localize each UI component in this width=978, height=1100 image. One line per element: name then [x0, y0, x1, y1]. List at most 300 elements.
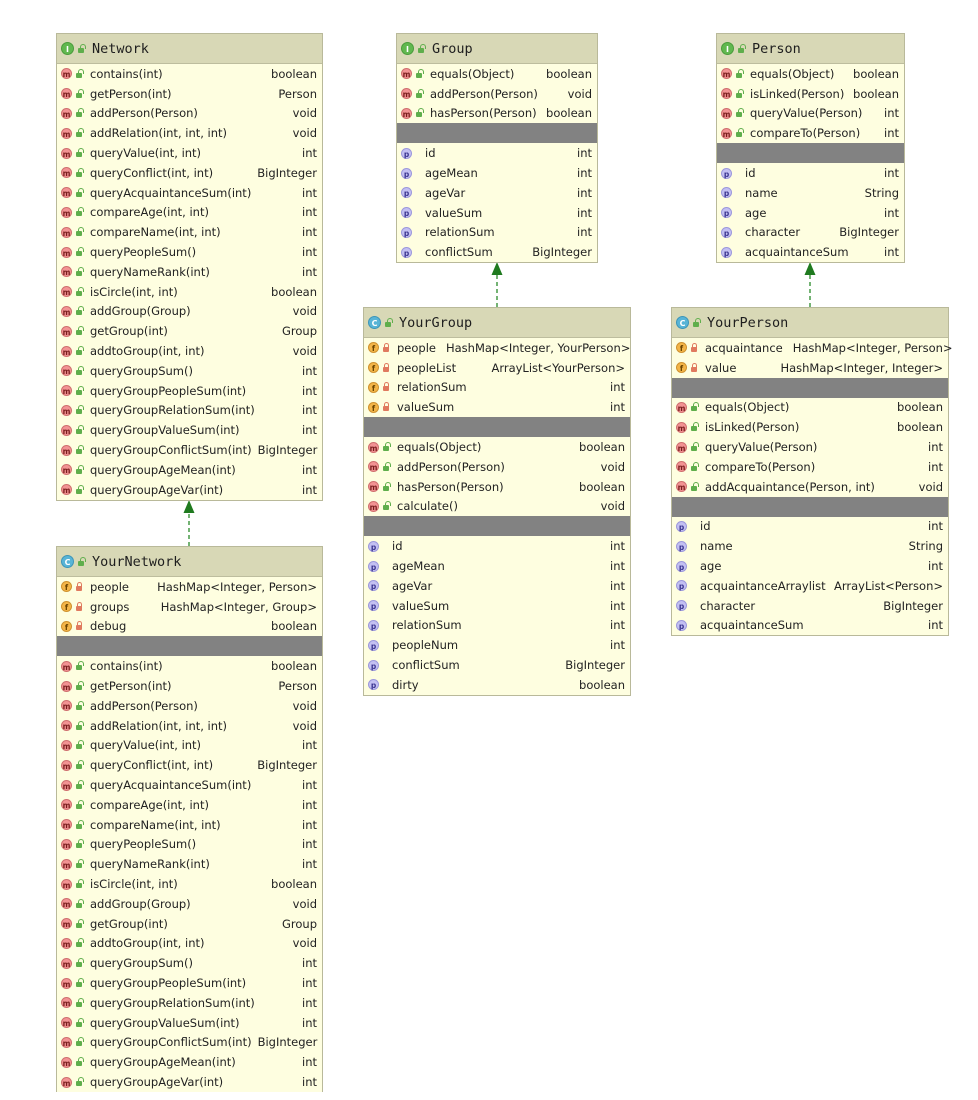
method-icon: m: [402, 109, 411, 119]
yourperson-properties: [672, 517, 948, 636]
method-name: addPerson(Person): [90, 106, 198, 121]
method-icon: m: [62, 840, 71, 850]
method-row[interactable]: [57, 203, 322, 223]
property-type: int: [884, 245, 899, 260]
person-interface-box[interactable]: [716, 33, 905, 263]
property-name: id: [425, 146, 436, 161]
public-icon: [75, 267, 84, 277]
field-icon: f: [676, 362, 687, 373]
method-icon: m: [722, 70, 731, 80]
property-row[interactable]: [364, 635, 630, 655]
yourgroup-header[interactable]: [364, 308, 630, 338]
method-row[interactable]: [364, 497, 630, 517]
method-row[interactable]: [672, 398, 948, 418]
field-row[interactable]: [364, 338, 630, 358]
method-row[interactable]: [57, 973, 322, 993]
property-icon: p: [676, 600, 687, 611]
method-type: void: [292, 936, 317, 951]
property-row[interactable]: [397, 143, 597, 163]
method-row[interactable]: [717, 64, 904, 84]
method-row[interactable]: [57, 123, 322, 143]
method-type: void: [292, 304, 317, 319]
method-name: queryConflict(int, int): [90, 758, 214, 773]
method-type: void: [292, 106, 317, 121]
property-row[interactable]: [364, 655, 630, 675]
property-row[interactable]: [672, 576, 948, 596]
method-row[interactable]: [57, 401, 322, 421]
public-icon: [75, 919, 84, 929]
public-icon: [75, 721, 84, 731]
property-row[interactable]: [672, 517, 948, 537]
method-type: void: [600, 459, 625, 474]
method-type: BigInteger: [257, 443, 318, 458]
property-row[interactable]: [397, 223, 597, 243]
public-icon: [382, 482, 391, 492]
method-row[interactable]: [364, 457, 630, 477]
field-name: acquaintance: [705, 340, 783, 355]
field-row[interactable]: [57, 597, 322, 617]
method-icon: m: [62, 702, 71, 712]
method-icon: m: [62, 129, 71, 139]
method-icon: m: [62, 268, 71, 278]
method-icon: m: [62, 307, 71, 317]
person-header[interactable]: [717, 34, 904, 64]
property-row[interactable]: [672, 616, 948, 636]
method-type: int: [302, 245, 317, 260]
field-type: HashMap<Integer, Person>: [157, 579, 317, 594]
public-icon: [75, 780, 84, 790]
method-name: queryGroupRelationSum(int): [90, 403, 255, 418]
field-icon: f: [676, 342, 687, 353]
method-icon: m: [62, 367, 71, 377]
field-type: HashMap<Integer, Person>: [792, 340, 953, 355]
property-name: peopleNum: [392, 638, 459, 653]
method-type: Group: [281, 324, 317, 339]
method-type: void: [292, 126, 317, 141]
property-name: name: [700, 539, 733, 554]
property-row[interactable]: [364, 556, 630, 576]
property-type: int: [577, 185, 592, 200]
private-lock-icon: [382, 343, 391, 353]
property-name: relationSum: [425, 225, 495, 240]
visibility-spacer: [382, 561, 386, 571]
property-name: conflictSum: [392, 658, 460, 673]
method-type: boolean: [271, 877, 317, 892]
property-name: acquaintanceSum: [745, 245, 849, 260]
class-title: YourPerson: [707, 314, 789, 331]
public-icon: [75, 1057, 84, 1067]
field-name: relationSum: [397, 380, 467, 395]
property-icon: p: [368, 561, 379, 572]
interface-icon: I: [61, 42, 74, 55]
group-properties: [397, 143, 597, 262]
property-row[interactable]: [364, 675, 630, 695]
method-name: addPerson(Person): [430, 86, 538, 101]
visibility-spacer: [735, 247, 739, 257]
public-icon: [75, 998, 84, 1008]
method-row[interactable]: [57, 736, 322, 756]
method-name: queryConflict(int, int): [90, 165, 214, 180]
yourperson-class-box[interactable]: [671, 307, 953, 636]
public-icon: [690, 422, 699, 432]
method-icon: m: [62, 70, 71, 80]
property-name: character: [700, 598, 756, 613]
property-row[interactable]: [672, 536, 948, 556]
method-icon: m: [62, 920, 71, 930]
property-name: acquaintanceSum: [700, 618, 804, 633]
public-icon: [75, 661, 84, 671]
network-header[interactable]: [57, 34, 322, 64]
method-name: compareTo(Person): [750, 126, 861, 141]
visibility-spacer: [382, 660, 386, 670]
property-type: int: [610, 559, 625, 574]
method-row[interactable]: [57, 321, 322, 341]
method-type: boolean: [579, 479, 625, 494]
method-row[interactable]: [57, 480, 322, 500]
property-row[interactable]: [717, 163, 904, 183]
arrow-yournetwork-network: [184, 500, 195, 546]
method-icon: m: [62, 1078, 71, 1088]
method-type: Person: [278, 679, 317, 694]
property-row[interactable]: [672, 596, 948, 616]
public-icon: [75, 859, 84, 869]
property-type: BigInteger: [883, 598, 943, 613]
visibility-spacer: [415, 148, 419, 158]
property-icon: p: [721, 187, 732, 198]
method-row[interactable]: [57, 835, 322, 855]
method-row[interactable]: [57, 361, 322, 381]
method-row[interactable]: [57, 953, 322, 973]
method-type: int: [302, 1015, 317, 1030]
method-icon: m: [62, 149, 71, 159]
property-name: ageMean: [392, 559, 445, 574]
method-row[interactable]: [672, 477, 948, 497]
property-row[interactable]: [397, 242, 597, 262]
method-row[interactable]: [57, 302, 322, 322]
method-row[interactable]: [57, 656, 322, 676]
method-icon: m: [62, 979, 71, 989]
method-icon: m: [62, 109, 71, 119]
method-row[interactable]: [57, 460, 322, 480]
field-name: people: [397, 340, 436, 355]
private-lock-icon: [382, 363, 391, 373]
property-icon: p: [676, 620, 687, 631]
method-icon: m: [62, 1019, 71, 1029]
property-row[interactable]: [717, 242, 904, 262]
method-type: int: [302, 225, 317, 240]
method-row[interactable]: [57, 1013, 322, 1033]
method-type: int: [302, 205, 317, 220]
public-icon: [77, 557, 86, 567]
method-row[interactable]: [57, 1072, 322, 1092]
field-name: groups: [90, 599, 130, 614]
property-name: valueSum: [392, 598, 450, 613]
method-type: int: [302, 185, 317, 200]
property-row[interactable]: [364, 616, 630, 636]
field-row[interactable]: [364, 358, 630, 378]
method-name: isLinked(Person): [705, 420, 800, 435]
field-name: people: [90, 579, 129, 594]
method-row[interactable]: [57, 676, 322, 696]
property-type: int: [610, 578, 625, 593]
method-name: isLinked(Person): [750, 86, 845, 101]
method-type: boolean: [546, 106, 592, 121]
property-row[interactable]: [717, 203, 904, 223]
method-name: queryNameRank(int): [90, 264, 210, 279]
property-row[interactable]: [364, 596, 630, 616]
section-separator: [364, 516, 630, 536]
property-icon: p: [401, 207, 412, 218]
method-name: queryNameRank(int): [90, 857, 210, 872]
field-type: int: [610, 380, 625, 395]
method-row[interactable]: [57, 183, 322, 203]
method-row[interactable]: [717, 84, 904, 104]
yournetwork-methods: [57, 656, 322, 1092]
public-icon: [75, 701, 84, 711]
method-row[interactable]: [717, 104, 904, 124]
property-row[interactable]: [364, 576, 630, 596]
property-row[interactable]: [397, 183, 597, 203]
method-row[interactable]: [397, 64, 597, 84]
public-icon: [75, 207, 84, 217]
class-title: Network: [92, 40, 149, 57]
method-name: compareTo(Person): [705, 459, 816, 474]
class-icon: C: [368, 316, 381, 329]
method-row[interactable]: [57, 775, 322, 795]
property-type: int: [610, 539, 625, 554]
yournetwork-class-box[interactable]: [56, 546, 323, 1092]
field-row[interactable]: [364, 397, 630, 417]
field-row[interactable]: [57, 617, 322, 637]
method-row[interactable]: [364, 477, 630, 497]
method-row[interactable]: [364, 437, 630, 457]
method-row[interactable]: [717, 123, 904, 143]
method-row[interactable]: [57, 84, 322, 104]
method-type: int: [884, 126, 899, 141]
method-type: int: [302, 857, 317, 872]
method-row[interactable]: [672, 457, 948, 477]
method-icon: m: [62, 781, 71, 791]
method-row[interactable]: [57, 381, 322, 401]
arrow-yourgroup-group: [492, 262, 503, 307]
method-row[interactable]: [57, 993, 322, 1013]
method-name: hasPerson(Person): [397, 479, 504, 494]
public-icon: [692, 318, 701, 328]
property-icon: p: [368, 660, 379, 671]
method-row[interactable]: [57, 222, 322, 242]
public-icon: [75, 168, 84, 178]
visibility-spacer: [415, 208, 419, 218]
method-type: BigInteger: [257, 758, 317, 773]
yourgroup-class-box[interactable]: [363, 307, 631, 696]
public-icon: [75, 899, 84, 909]
yournetwork-header[interactable]: [57, 547, 322, 577]
visibility-spacer: [735, 227, 739, 237]
method-type: int: [302, 264, 317, 279]
method-row[interactable]: [57, 163, 322, 183]
visibility-spacer: [415, 227, 419, 237]
method-row[interactable]: [397, 104, 597, 124]
public-icon: [415, 89, 424, 99]
method-name: contains(int): [90, 659, 163, 674]
field-name: valueSum: [397, 400, 455, 415]
method-icon: m: [62, 189, 71, 199]
method-type: int: [302, 363, 317, 378]
method-icon: m: [677, 443, 686, 453]
visibility-spacer: [735, 188, 739, 198]
method-icon: m: [677, 463, 686, 473]
field-icon: f: [368, 382, 379, 393]
method-name: equals(Object): [397, 440, 482, 455]
field-icon: f: [61, 601, 72, 612]
method-row[interactable]: [57, 934, 322, 954]
method-type: int: [884, 106, 899, 121]
method-name: queryGroupRelationSum(int): [90, 995, 255, 1010]
method-type: int: [302, 738, 317, 753]
network-interface-box[interactable]: [56, 33, 323, 501]
method-type: Person: [278, 86, 317, 101]
method-row[interactable]: [57, 894, 322, 914]
method-type: int: [302, 817, 317, 832]
method-row[interactable]: [57, 64, 322, 84]
private-lock-icon: [690, 343, 699, 353]
method-icon: m: [62, 741, 71, 751]
method-type: boolean: [897, 420, 943, 435]
property-type: int: [884, 166, 899, 181]
public-icon: [75, 148, 84, 158]
property-row[interactable]: [364, 536, 630, 556]
method-type: int: [302, 1075, 317, 1090]
method-row[interactable]: [397, 84, 597, 104]
visibility-spacer: [690, 620, 694, 630]
method-name: queryValue(int, int): [90, 738, 202, 753]
method-icon: m: [402, 70, 411, 80]
method-row[interactable]: [57, 1052, 322, 1072]
method-type: void: [292, 698, 317, 713]
field-name: peopleList: [397, 360, 457, 375]
group-header[interactable]: [397, 34, 597, 64]
method-row[interactable]: [57, 341, 322, 361]
method-icon: m: [62, 722, 71, 732]
property-name: dirty: [392, 677, 419, 692]
public-icon: [75, 425, 84, 435]
method-name: queryGroupAgeVar(int): [90, 482, 224, 497]
method-name: equals(Object): [705, 400, 790, 415]
public-icon: [75, 366, 84, 376]
class-title: YourNetwork: [92, 553, 182, 570]
method-type: boolean: [853, 66, 899, 81]
method-name: queryGroupConflictSum(int): [90, 1035, 252, 1050]
method-name: getPerson(int): [90, 86, 172, 101]
visibility-spacer: [415, 188, 419, 198]
method-icon: m: [722, 90, 731, 100]
method-row[interactable]: [57, 854, 322, 874]
method-name: queryGroupSum(): [90, 956, 193, 971]
private-lock-icon: [75, 621, 84, 631]
method-row[interactable]: [57, 282, 322, 302]
property-icon: p: [368, 640, 379, 651]
property-name: character: [745, 225, 801, 240]
public-icon: [382, 501, 391, 511]
public-icon: [75, 247, 84, 257]
visibility-spacer: [382, 601, 386, 611]
public-icon: [75, 760, 84, 770]
public-icon: [382, 442, 391, 452]
method-icon: m: [62, 662, 71, 672]
yourperson-header[interactable]: [672, 308, 948, 338]
method-row[interactable]: [57, 104, 322, 124]
field-row[interactable]: [364, 378, 630, 398]
public-icon: [75, 69, 84, 79]
network-methods: [57, 64, 322, 500]
property-row[interactable]: [717, 223, 904, 243]
public-icon: [75, 839, 84, 849]
public-icon: [415, 69, 424, 79]
method-row[interactable]: [57, 143, 322, 163]
method-icon: m: [62, 288, 71, 298]
public-icon: [75, 386, 84, 396]
property-icon: p: [676, 561, 687, 572]
field-name: debug: [90, 619, 127, 634]
method-row[interactable]: [57, 795, 322, 815]
method-row[interactable]: [57, 696, 322, 716]
method-icon: m: [62, 1038, 71, 1048]
public-icon: [735, 89, 744, 99]
field-icon: f: [368, 362, 379, 373]
method-row[interactable]: [57, 1033, 322, 1053]
yourperson-methods: [672, 398, 948, 497]
private-lock-icon: [382, 402, 391, 412]
method-row[interactable]: [57, 815, 322, 835]
method-row[interactable]: [57, 440, 322, 460]
method-row[interactable]: [57, 242, 322, 262]
property-row[interactable]: [717, 183, 904, 203]
property-row[interactable]: [397, 203, 597, 223]
method-row[interactable]: [57, 874, 322, 894]
property-icon: p: [368, 620, 379, 631]
field-row[interactable]: [57, 577, 322, 597]
visibility-spacer: [382, 680, 386, 690]
method-type: int: [302, 482, 317, 497]
section-separator: [397, 123, 597, 143]
method-row[interactable]: [672, 437, 948, 457]
property-row[interactable]: [397, 163, 597, 183]
private-lock-icon: [75, 582, 84, 592]
method-row[interactable]: [57, 914, 322, 934]
method-row[interactable]: [57, 755, 322, 775]
arrow-yourperson-person: [805, 262, 816, 307]
yourgroup-properties: [364, 536, 630, 694]
method-type: void: [292, 896, 317, 911]
method-row[interactable]: [672, 417, 948, 437]
method-name: isCircle(int, int): [90, 284, 178, 299]
method-name: queryGroupAgeMean(int): [90, 462, 236, 477]
private-lock-icon: [690, 363, 699, 373]
field-row[interactable]: [672, 338, 953, 358]
property-row[interactable]: [672, 556, 948, 576]
method-row[interactable]: [57, 262, 322, 282]
method-name: queryPeopleSum(): [90, 245, 197, 260]
yourgroup-fields: [364, 338, 630, 417]
method-name: compareName(int, int): [90, 225, 221, 240]
method-row[interactable]: [57, 420, 322, 440]
class-title: Group: [432, 40, 473, 57]
method-row[interactable]: [57, 716, 322, 736]
public-icon: [75, 820, 84, 830]
field-row[interactable]: [672, 358, 948, 378]
section-separator: [672, 378, 948, 398]
group-interface-box[interactable]: [396, 33, 598, 263]
